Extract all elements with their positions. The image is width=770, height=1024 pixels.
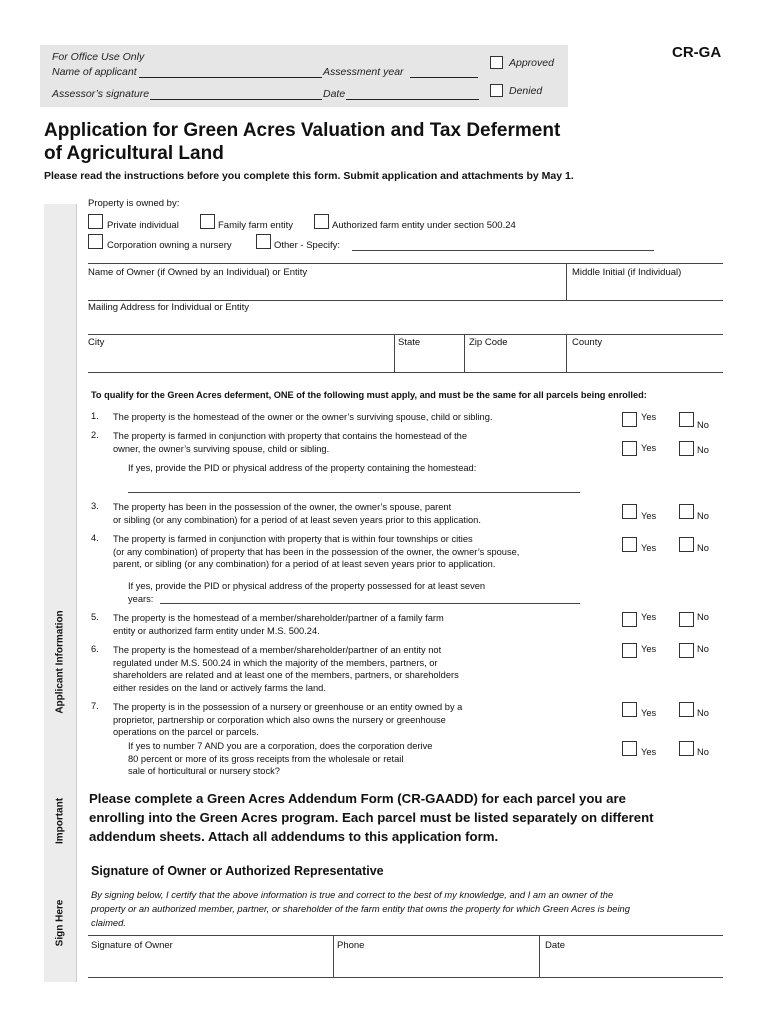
q4-pid-field[interactable]: [160, 603, 580, 604]
no-label: No: [697, 708, 709, 718]
q3-yes-checkbox[interactable]: [622, 504, 637, 519]
applicant-name-field[interactable]: [139, 77, 322, 78]
signature-certification: By signing below, I certify that the above information is true and correct to the best of my knowledge, and I am an owner of the property or an authorized member, partner, or shareholder of the farm entity that owns the property for which Green Acres is being claimed.: [91, 889, 630, 928]
denied-checkbox[interactable]: [490, 84, 503, 97]
yes-label: Yes: [641, 644, 657, 654]
assessment-year-field[interactable]: [410, 77, 478, 78]
q2-pid-field[interactable]: [128, 492, 580, 493]
question-6-text: The property is the homestead of a member/shareholder/partner of an entity not regulated under M.S. 500.24 in which the majority of the members, partners, or shareholders are related and at least one of the members, partners, or shareholders either resides on the land or actively farms the land.: [113, 645, 459, 693]
title-line-1: Application for Green Acres Valuation and Tax Deferment: [44, 120, 561, 141]
no-label: No: [697, 644, 709, 654]
q7-no-checkbox[interactable]: [679, 702, 694, 717]
q5-no-checkbox[interactable]: [679, 612, 694, 627]
sign-here-label: Sign Here: [54, 899, 66, 947]
city-label: City: [88, 337, 105, 348]
divider: [539, 935, 540, 977]
approved-label: Approved: [509, 57, 554, 69]
question-number: 1.: [91, 411, 99, 421]
signature-date-label: Date: [545, 940, 566, 951]
no-label: No: [697, 511, 709, 521]
title-line-2: of Agricultural Land: [44, 143, 224, 164]
approved-checkbox[interactable]: [490, 56, 503, 69]
question-1-text: The property is the homestead of the owner or the owner’s surviving spouse, child or sibling.: [113, 412, 493, 422]
divider: [333, 935, 334, 977]
question-7-text: The property is in the possession of a nursery or greenhouse or an entity owned by a proprietor, partnership or corporation which also owns the nursery or greenhouse operations on the parcel or parcels.: [113, 702, 463, 737]
important-sidebar: [44, 778, 77, 864]
signature-owner-label: Signature of Owner: [91, 940, 173, 951]
q7b-no-checkbox[interactable]: [679, 741, 694, 756]
denied-label: Denied: [509, 85, 543, 97]
other-checkbox[interactable]: [256, 234, 271, 249]
owner-name-field[interactable]: [88, 300, 723, 301]
applicant-info-label: Applicant Information: [54, 610, 66, 714]
q4-no-checkbox[interactable]: [679, 537, 694, 552]
assessment-year-label: Assessment year: [323, 66, 404, 78]
office-date-label: Date: [323, 88, 346, 100]
q4-yes-checkbox[interactable]: [622, 537, 637, 552]
city-state-zip-field[interactable]: [88, 372, 723, 373]
question-number: 5.: [91, 612, 99, 622]
phone-label: Phone: [337, 940, 365, 951]
owner-name-label: Name of Owner (if Owned by an Individual) or Entity: [88, 267, 308, 278]
q5-yes-checkbox[interactable]: [622, 612, 637, 627]
no-label: No: [697, 543, 709, 553]
q2-no-checkbox[interactable]: [679, 441, 694, 456]
state-label: State: [398, 337, 421, 348]
applicant-info-sidebar: [44, 204, 77, 778]
q7b-yes-checkbox[interactable]: [622, 741, 637, 756]
question-number: 7.: [91, 701, 99, 711]
office-date-field[interactable]: [346, 99, 479, 100]
yes-label: Yes: [641, 747, 657, 757]
q1-yes-checkbox[interactable]: [622, 412, 637, 427]
applicant-name-label: Name of applicant: [52, 66, 137, 78]
divider: [464, 334, 465, 372]
divider: [566, 263, 567, 300]
county-label: County: [572, 337, 603, 348]
zip-label: Zip Code: [469, 337, 508, 348]
question-number: 6.: [91, 644, 99, 654]
divider: [88, 263, 723, 264]
signature-heading: Signature of Owner or Authorized Representative: [91, 864, 384, 878]
no-label: No: [697, 612, 709, 622]
question-2-text: The property is farmed in conjunction with property that contains the homestead of the owner, the owner’s surviving spouse, child or sibling.: [113, 431, 467, 454]
authorized-farm-checkbox[interactable]: [314, 214, 329, 229]
yes-label: Yes: [641, 412, 657, 422]
authorized-farm-label: Authorized farm entity under section 500.24: [332, 220, 516, 231]
q6-no-checkbox[interactable]: [679, 643, 694, 658]
yes-label: Yes: [641, 612, 657, 622]
no-label: No: [697, 747, 709, 757]
office-use-box: [40, 45, 568, 107]
q7-yes-checkbox[interactable]: [622, 702, 637, 717]
question-number: 4.: [91, 533, 99, 543]
instructions: Please read the instructions before you complete this form. Submit application and attachments by May 1.: [44, 170, 574, 182]
assessor-signature-label: Assessor’s signature: [52, 88, 150, 100]
q3-no-checkbox[interactable]: [679, 504, 694, 519]
q1-no-checkbox[interactable]: [679, 412, 694, 427]
divider: [394, 334, 395, 372]
private-individual-label: Private individual: [107, 220, 179, 231]
sign-here-sidebar: [44, 864, 77, 982]
family-farm-checkbox[interactable]: [200, 214, 215, 229]
corporation-nursery-label: Corporation owning a nursery: [107, 240, 232, 251]
question-number: 3.: [91, 501, 99, 511]
q7-followup: If yes to number 7 AND you are a corporation, does the corporation derive 80 percent or more of its gross receipts from the wholesale or retail sale of horticultural or nursery stock?: [128, 741, 433, 776]
mailing-address-field[interactable]: [88, 334, 723, 335]
corporation-nursery-checkbox[interactable]: [88, 234, 103, 249]
page-title: [44, 119, 664, 165]
middle-initial-label: Middle Initial (if Individual): [572, 267, 682, 278]
assessor-signature-field[interactable]: [150, 99, 322, 100]
no-label: No: [697, 420, 709, 430]
important-label: Important: [54, 797, 66, 845]
no-label: No: [697, 445, 709, 455]
signature-fields[interactable]: [88, 977, 723, 978]
yes-label: Yes: [641, 443, 657, 453]
mailing-address-label: Mailing Address for Individual or Entity: [88, 302, 250, 313]
important-notice: Please complete a Green Acres Addendum Form (CR-GAADD) for each parcel you are enrolling into the Green Acres program. Each parcel must be listed separately on different addendum sheets. Attach all addendums to this application form.: [89, 791, 654, 844]
question-3-text: The property has been in the possession of the owner, the owner’s spouse, parent or sibling (or any combination) for a period of at least seven years prior to this application.: [113, 502, 481, 525]
yes-label: Yes: [641, 543, 657, 553]
q2-yes-checkbox[interactable]: [622, 441, 637, 456]
q6-yes-checkbox[interactable]: [622, 643, 637, 658]
question-5-text: The property is the homestead of a member/shareholder/partner of a family farm entity or authorized farm entity under M.S. 500.24.: [113, 613, 444, 636]
q2-followup: If yes, provide the PID or physical address of the property containing the homestead:: [128, 463, 477, 473]
qualify-heading: To qualify for the Green Acres deferment, ONE of the following must apply, and must be the same for all parcels being enrolled:: [91, 390, 647, 400]
q4-followup: If yes, provide the PID or physical address of the property possessed for at least seven years:: [128, 581, 486, 604]
yes-label: Yes: [641, 511, 657, 521]
question-4-text: The property is farmed in conjunction with property that is within four townships or cities (or any combination) of property that has been in the possession of the owner, the owner’s spouse, parent, or sibling (or any combination) for a period of at least seven years prior to application.: [113, 534, 520, 569]
divider: [88, 935, 723, 936]
ownership-label: Property is owned by:: [88, 198, 180, 209]
family-farm-label: Family farm entity: [218, 220, 293, 231]
office-heading: For Office Use Only: [52, 51, 145, 63]
private-individual-checkbox[interactable]: [88, 214, 103, 229]
form-code: CR-GA: [672, 44, 722, 61]
other-specify-field[interactable]: [352, 250, 654, 251]
divider: [566, 334, 567, 372]
other-label: Other - Specify:: [274, 240, 340, 251]
question-number: 2.: [91, 430, 99, 440]
yes-label: Yes: [641, 708, 657, 718]
